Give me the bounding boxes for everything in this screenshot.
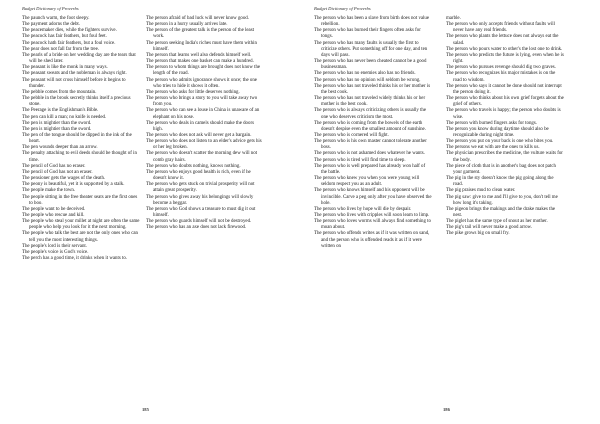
proverb-entry: The person who only accepts friends without faults will never have any real friends. [446,22,555,34]
proverb-entry: The person who has been a slave from birth does not value rebellion. [314,16,430,28]
proverb-entry: The person who gives away his belongings will slowly become a beggar. [146,194,254,206]
proverb-entry: The person who has not traveled thinks his or her mother is the best cook. [314,83,431,95]
proverb-entry: The person who pours water to other's the lost one to drink. [446,46,563,52]
proverb-entry: The person who knew you when you were young will seldom respect you as an adult. [314,176,420,188]
proverb-entry: The peasant sweats and the nobleman is always right. [22,71,127,77]
proverb-entry: The pencil of God has not an eraser. [22,169,93,175]
proverb-entry: The person to whom things are brought does not know the length of the road. [146,65,261,77]
proverb-entry: The person you know during daytime should also be recognizable during night time. [446,126,549,138]
proverb-entry: The person who deals in camels should make the doors high. [146,120,254,132]
proverb-entry: The person who is tired will find time to sleep. [314,157,406,163]
proverb-entry: The person who asks for little deserves nothing. [146,89,240,95]
proverb-entry: The pig praises mud to clean water. [446,188,516,194]
proverb-entry: The person that learns well also defends himself well. [146,52,252,58]
proverb-entry: The person who enjoys good health is rich, even if he doesn't know it. [146,169,251,182]
proverb-entry: The peony is beautiful, yet it is supported by a stalk. [22,182,125,188]
proverb-list [146,16,264,231]
proverb-entry: The person who recognizes his major mistakes is on the road to wisdom. [446,71,556,83]
proverb-entry: The paunch warm, the foot sleepy. [22,16,90,21]
proverb-entry: The person who travels is happy; the person who doubts is wise. [446,108,561,120]
proverb-entry: The perch has a good time, it drinks when it wants to. [22,256,127,262]
proverb-entry: The pigeon brings the makings and the drake makes the nest. [446,206,556,218]
proverb-entry: The person who can see a louse in China is unaware of an elephant on his nose. [146,108,260,120]
page-number: 186 [443,407,450,412]
proverb-entry: The person who is always criticizing others is usually the one who deserves criticism the most. [314,108,427,120]
proverb-entry: The peasant is like the monk in many ways. [22,65,108,71]
proverb-entry: The pike grows big on small fry. [446,231,510,237]
proverb-entry: The Peerage is the Englishman's Bible. [22,108,99,114]
proverb-entry: The person who thinks about his own grief forgets about the grief of others. [446,96,564,108]
proverb-entry: The people's lord is their servant. [22,243,87,249]
proverb-entry: The pen wounds deeper than an arrow. [22,145,98,151]
proverb-entry: The pensioner gets the wages of the death. [22,176,106,182]
proverb-entry: The person who knows himself and his opponent will be invincible. Carve a peg only after you have observed the hole. [314,188,432,206]
right-page-column-2 [446,16,564,238]
proverb-entry: The person who doesn't scatter the morning dew will not comb gray hairs. [146,151,258,163]
proverb-entry: The person with burned fingers asks for tongs. [446,120,538,126]
proverb-entry: The person who lives with cripples will soon learn to limp. [314,213,430,218]
proverb-entry: The pig's tail will never make a good arrow. [446,225,532,231]
proverb-entry: The peacock hath fair feathers, but a foul voice. [22,40,116,46]
proverb-entry: The person who has burned their fingers often asks for tongs. [314,28,421,40]
proverb-entry: The person who doubts nothing, knows nothing. [146,163,241,169]
proverb-entry: The person who guards himself will not be destroyed. [146,219,252,225]
page-number: 185 [142,407,149,412]
proverb-entry: The people who rescue and kill. [22,213,85,218]
proverb-entry: The pearls of a bride on her wedding day are the tears that will be shed later. [22,52,136,65]
proverb-entry: The person who gets stuck on trivial prosperity will not attain great prosperity. [146,182,255,194]
right-page-column-1 [314,16,432,250]
proverb-entry: The peacemaker dies, while the fighters survive. [22,28,117,34]
left-page-column-1 [22,16,140,262]
proverb-entry: The person who brings a story to you will take away two from you. [146,96,258,108]
proverb-entry: The pencil of God has no eraser. [22,163,86,169]
proverb-entry: The piece of cloth that is in another's bag does not patch your garment. [446,163,556,175]
proverb-entry: The person who has no enemies also has no friends. [314,71,416,77]
proverb-entry: The person of the greatest talk is the person of the least work. [146,28,254,40]
proverb-entry: The person who is coming from the bowels of the earth doesn't despise even the smallest amount of sunshine. [314,120,426,132]
proverb-entry: The person who plants the lettuce does not always eat the salad. [446,34,559,46]
left-page-column-2 [146,16,264,231]
proverb-entry: The physician prescribes the medicine, the vulture waits for the body. [446,151,563,163]
proverb-entry: The person who predicts the future is lying, even when he is right. [446,52,564,65]
proverb-entry: The payment adorns the debt. [22,22,80,28]
proverb-entry: The person seeking India's riches must have them within himself. [146,40,257,52]
proverb-entry: The pebble comes from the mountain. [22,89,97,95]
proverb-entry: The person afraid of bad luck will never know good. [146,16,249,21]
proverb-entry: The people who steal your millet at night are often the same people who help you look for it the next morning. [22,219,140,231]
proverb-entry: The person who does not ask will never get a bargain. [146,132,252,138]
proverb-entry: marble. [446,16,461,21]
proverb-entry: The person who offends writes as if it was written on sand, and the person who is offended reads it as if it were written on [314,231,430,249]
proverb-entry: The person who has an axe does not lack firewood. [146,225,247,231]
proverb-entry: The person who lives by hope will die by despair. [314,206,412,212]
proverb-entry: The people sitting in the free theater seats are the first ones to boo. [22,194,138,206]
proverb-entry: The persons we eat with are the ones to kills us. [446,145,540,151]
proverb-entry: The person who admits ignorance shows it once; the one who tries to hide it shows it often. [146,77,257,89]
proverb-list [314,16,432,250]
proverb-entry: The pebble in the brook secretly thinks itself a precious stone. [22,96,131,108]
proverb-entry: The person who has many faults is usually the first to criticize others. Put something off for one day, and ten days will pass. [314,40,428,58]
right-page [300,0,600,424]
proverb-entry: The peasant will not cross himself before it begins to thunder. [22,77,126,89]
proverb-entry: The people's voice is God's voice. [22,249,89,255]
proverb-entry: The pen is mightier than the sword. [22,126,92,132]
proverb-list [22,16,140,262]
proverb-entry: The person who has no opinion will seldom be wrong. [314,77,421,83]
proverb-entry: The pear does not fall far from the tree. [22,46,99,52]
proverb-entry: The person in a hurry usually arrives late. [146,22,228,28]
proverb-entry: The person who is not ashamed does whatever he wants. [314,151,425,157]
proverb-entry: The peacock has fair feathers, but foul feet. [22,34,107,40]
proverb-entry: The pen can kill a man; no knife is needed. [22,114,107,120]
proverb-entry: The person who pursues revenge should dig two graves. [446,65,556,71]
proverb-entry: The people want to be deceived. [22,206,86,212]
proverb-entry: The person who says it cannot be done should not interrupt the person doing it. [446,83,562,95]
proverb-entry: The people who talk the best are not the only ones who can tell you the most interesting things. [22,231,138,243]
proverb-entry: The person who is his own master cannot tolerate another boss. [314,139,427,151]
proverb-entry: The person who loves worms will always find something to moan about. [314,219,431,231]
proverb-entry: The person you put on your back is one who bites you. [446,139,554,145]
proverb-entry: The person who has not traveled widely thinks his or her mother is the best cook. [314,96,426,108]
proverb-entry: The person who is cornered will fight. [314,132,389,138]
proverb-entry: The person who God shows a treasure to must dig it out himself. [146,206,256,218]
proverb-entry: The piglet has the same type of snout as her mother. [446,219,548,225]
proverb-entry: The pen is mightier than the sword. [22,120,92,126]
running-head: Budget Dictionary of Proverbs [22,6,79,11]
proverb-entry: The pig saw: give to me and I'll give to you, don't tell me how long it's taking. [446,194,558,206]
proverb-entry: The person that makes one basket can make a hundred. [146,59,254,65]
proverb-entry: The person who does not listen to an elder's advice gets his or her leg broken. [146,139,262,151]
proverb-list [446,16,564,238]
proverb-entry: The pen of the tongue should be dipped in the ink of the heart. [22,132,132,145]
proverb-entry: The pig in the sty doesn't know the pig going along the road. [446,176,554,188]
proverb-entry: The person who has never been cheated cannot be a good businessman. [314,59,427,71]
proverb-entry: The penalty attaching to evil deeds should be thought of in time. [22,151,137,163]
proverb-entry: The people make the town. [22,188,76,194]
running-head: Budget Dictionary of Proverbs [314,6,371,11]
proverb-entry: The person who is well prepared has already won half of the battle. [314,163,426,175]
